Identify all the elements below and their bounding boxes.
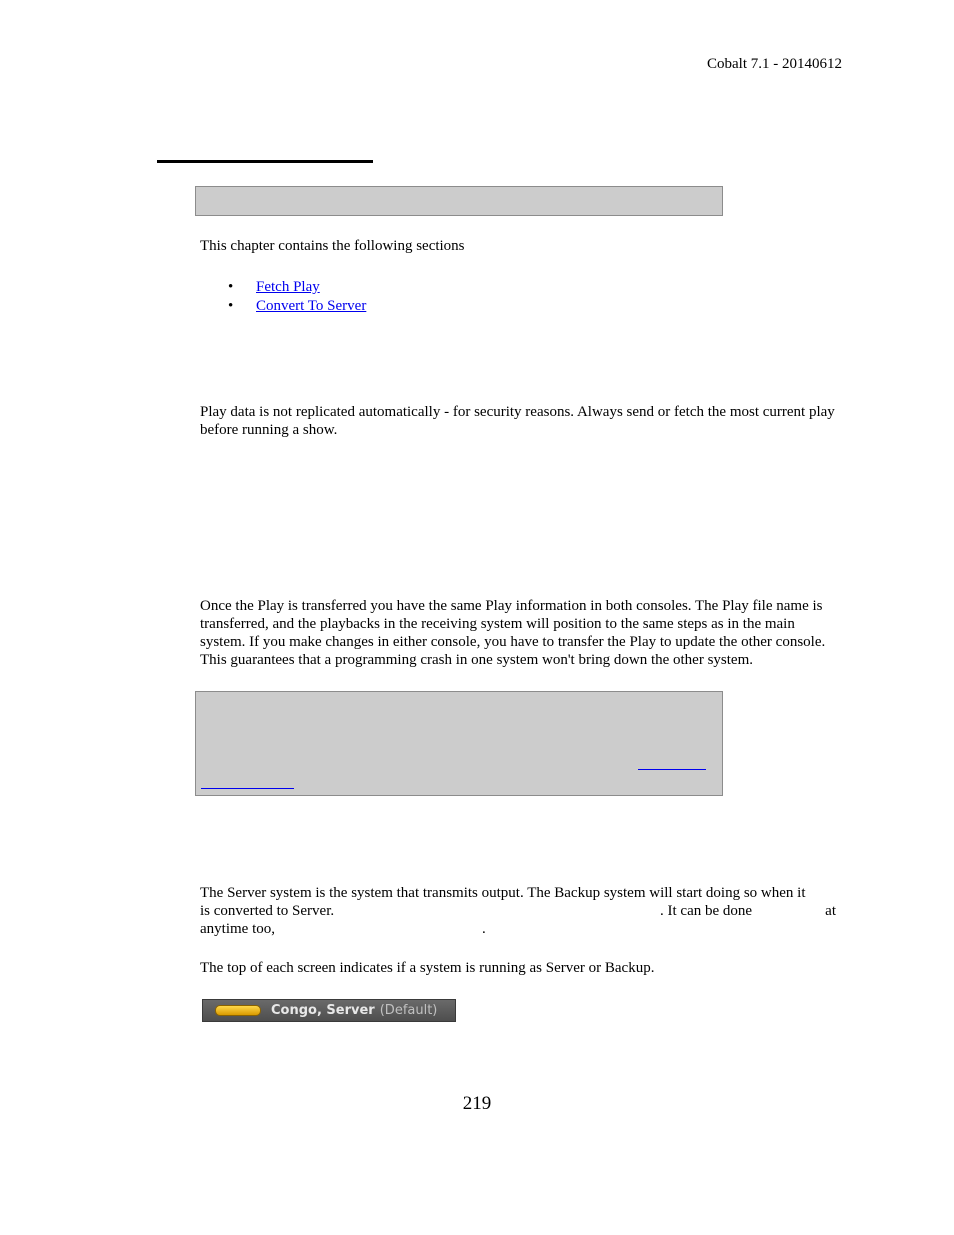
screen-indicator-paragraph: The top of each screen indicates if a system is running as Server or Backup. <box>200 960 655 976</box>
server-status-bar <box>202 999 456 1022</box>
list-item <box>228 278 366 297</box>
page-number: 219 <box>462 1093 492 1114</box>
server-line-3: anytime too, . <box>200 921 486 937</box>
link-fetch-play[interactable]: Fetch Play <box>256 279 320 295</box>
system-name: Congo, Server <box>271 1003 375 1018</box>
bullet-icon: • <box>228 279 234 295</box>
chapter-info-box <box>195 186 723 216</box>
link-convert-to-server[interactable]: Convert To Server <box>256 298 367 314</box>
note-link-underline-2[interactable] <box>201 788 294 789</box>
document-version-header: Cobalt 7.1 - 20140612 <box>707 56 842 72</box>
system-tag: (Default) <box>379 1003 438 1018</box>
list-item <box>228 297 366 316</box>
status-indicator-icon <box>215 1005 261 1016</box>
server-line-1: The Server system is the system that transmits output. The Backup system will start doing so when it <box>200 885 806 901</box>
intro-text: This chapter contains the following sections <box>200 238 465 254</box>
bullet-icon: • <box>228 298 234 314</box>
chapter-title-rule <box>157 160 373 163</box>
server-system-paragraph <box>200 884 836 938</box>
play-data-paragraph: Play data is not replicated automatically - for security reasons. Always send or fetch the most current play before running a show. <box>200 404 835 438</box>
note-box <box>195 691 723 796</box>
server-line-2: is converted to Server. . It can be done at <box>200 903 836 919</box>
note-link-underline-1[interactable] <box>638 769 706 770</box>
play-transfer-paragraph: Once the Play is transferred you have the same Play information in both consoles. The Play file name is transferred, and the playbacks in the receiving system will position to the same steps as in the main system. If you make changes in either console, you have to transfer the Play to update the other console. This guarantees that a programming crash in one system won't bring down the other system. <box>200 598 826 668</box>
section-list <box>228 278 366 316</box>
